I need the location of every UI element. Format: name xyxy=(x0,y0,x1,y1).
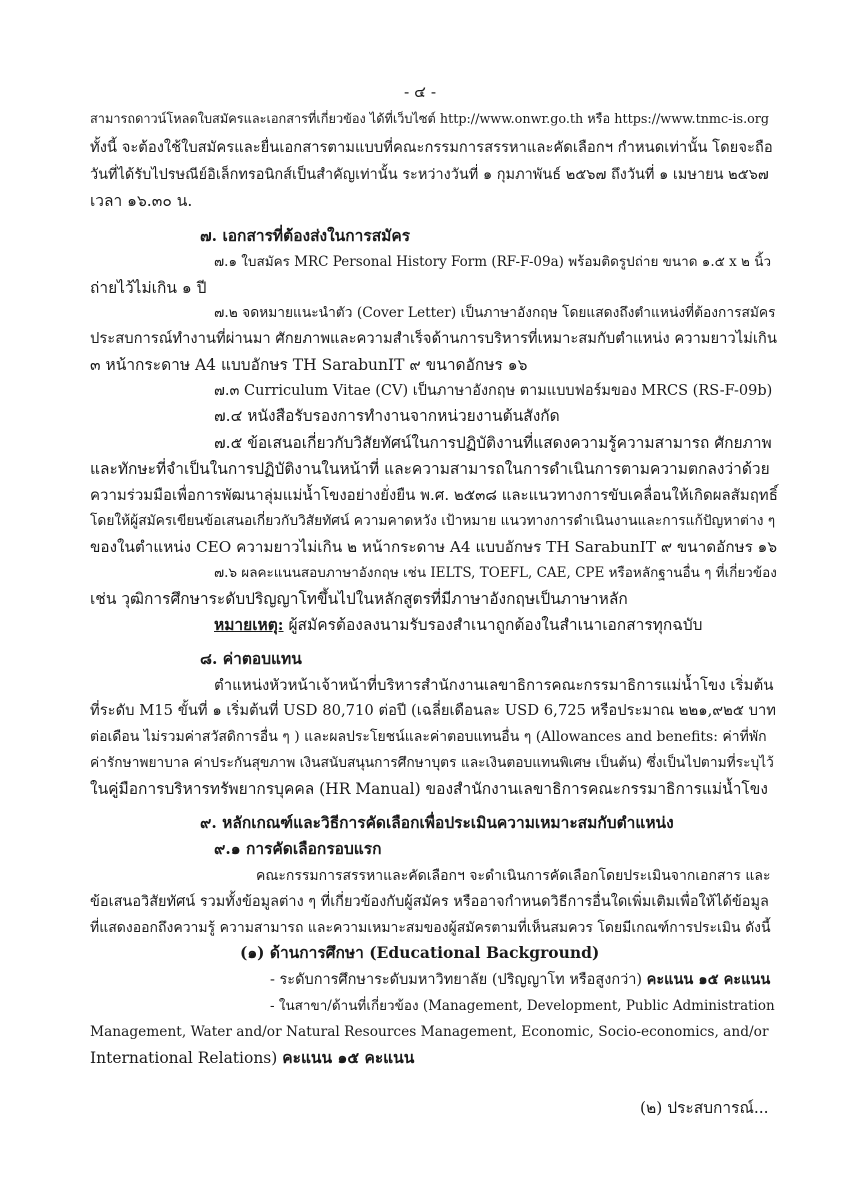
section-9-text: คณะกรรมการสรรหาและคัดเลือกฯ จะดำเนินการคัดเลือกโดยประเมินจากเอกสาร และ xyxy=(256,868,771,884)
section-7-item: ๗.๒ จดหมายแนะนำตัว (Cover Letter) เป็นภาษาอังกฤษ โดยแสดงถึงตำแหน่งที่ต้องการสมัคร xyxy=(214,305,776,321)
section-9-heading: ๙. หลักเกณฑ์และวิธีการคัดเลือกเพื่อประเมินความเหมาะสมกับตำแหน่ง xyxy=(200,813,674,832)
continuation-marker: (๒) ประสบการณ์... xyxy=(640,1099,769,1117)
section-8-text: ตำแหน่งหัวหน้าเจ้าหน้าที่บริหารสำนักงานเลขาธิการคณะกรรมาธิการแม่น้ำโขง เริ่มต้น xyxy=(214,676,774,694)
education-item-text: - ระดับการศึกษาระดับมหาวิทยาลัย (ปริญญาโท หรือสูงกว่า) xyxy=(270,972,647,988)
section-8-text: ค่ารักษาพยาบาล ค่าประกันสุขภาพ เงินสนับสนุนการศึกษาบุตร และเงินตอบแทนพิเศษ เป็นต้น) ซึ่งเป็นไปตามที่ระบุไว้ xyxy=(90,755,774,771)
section-7-item: เช่น วุฒิการศึกษาระดับปริญญาโทขึ้นไปในหลักสูตรที่มีภาษาอังกฤษเป็นภาษาหลัก xyxy=(90,590,628,608)
note-text: ผู้สมัครต้องลงนามรับรองสำเนาถูกต้องในสำเนาเอกสารทุกฉบับ xyxy=(283,616,703,634)
section-7-note xyxy=(214,615,703,635)
section-7-item: ของในตำแหน่ง CEO ความยาวไม่เกิน ๒ หน้ากระดาษ A4 แบบอักษร TH SarabunIT ๙ ขนาดอักษร ๑๖ xyxy=(90,538,778,556)
section-7-item: ๓ หน้ากระดาษ A4 แบบอักษร TH SarabunIT ๙ ขนาดอักษร ๑๖ xyxy=(90,356,528,374)
section-8-heading: ๘. ค่าตอบแทน xyxy=(200,649,302,668)
section-8-text: ต่อเดือน ไม่รวมค่าสวัสดิการอื่น ๆ ) และผลประโยชน์และค่าตอบแทนอื่น ๆ (Allowances and benefits: ค่าที่พัก xyxy=(90,729,767,745)
section-8-text: ที่ระดับ M15 ขั้นที่ ๑ เริ่มต้นที่ USD 80,710 ต่อปี (เฉลี่ยเดือนละ USD 6,725 หรือประมาณ ๒๒๑,๙๒๕ บาท xyxy=(90,702,777,719)
education-heading: (๑) ด้านการศึกษา (Educational Background) xyxy=(240,943,600,962)
section-7-heading: ๗. เอกสารที่ต้องส่งในการสมัคร xyxy=(200,226,411,245)
section-9-text: ข้อเสนอวิสัยทัศน์ รวมทั้งข้อมูลต่าง ๆ ที่เกี่ยวข้องกับผู้สมัคร หรืออาจกำหนดวิธีการอื่นใดเพิ่มเติมเพื่อให้ได้ข้อมูล xyxy=(90,894,769,910)
intro-line: ทั้งนี้ จะต้องใช้ใบสมัครและยื่นเอกสารตามแบบที่คณะกรรมการสรรหาและคัดเลือกฯ กำหนดเท่านั้น โดยจะถือ xyxy=(90,139,773,156)
note-label: หมายเหตุ: xyxy=(214,615,284,634)
section-7-item: ถ่ายไว้ไม่เกิน ๑ ปี xyxy=(90,279,207,297)
section-7-item: ๗.๕ ข้อเสนอเกี่ยวกับวิสัยทัศน์ในการปฏิบัติงานที่แสดงความรู้ความสามารถ ศักยภาพ xyxy=(214,434,772,452)
education-item: - ในสาขา/ด้านที่เกี่ยวข้อง (Management, Development, Public Administration xyxy=(270,998,775,1014)
intro-line: เวลา ๑๖.๓๐ น. xyxy=(90,192,193,210)
education-item: Management, Water and/or Natural Resources Management, Economic, Socio-economics, and/or xyxy=(90,1024,769,1040)
section-8-text: ในคู่มือการบริหารทรัพยากรบุคคล (HR Manual) ของสำนักงานเลขาธิการคณะกรรมาธิการแม่น้ำโขง xyxy=(90,780,768,798)
education-item xyxy=(90,1048,414,1068)
education-score: คะแนน ๑๕ คะแนน xyxy=(646,971,771,988)
section-7-item: ความร่วมมือเพื่อการพัฒนาลุ่มแม่น้ำโขงอย่างยั่งยืน พ.ศ. ๒๕๓๘ และแนวทางการขับเคลื่อนให้เกิดผลสัมฤทธิ์ xyxy=(90,486,778,504)
section-7-item: ๗.๔ หนังสือรับรองการทำงานจากหน่วยงานต้นสังกัด xyxy=(214,407,560,425)
intro-line: สามารถดาวน์โหลดใบสมัครและเอกสารที่เกี่ยวข้อง ได้ที่เว็บไซต์ http://www.onwr.go.th หรือ https://www.tnmc-is.org xyxy=(90,112,770,127)
section-7-item: ๗.๖ ผลคะแนนสอบภาษาอังกฤษ เช่น IELTS, TOEFL, CAE, CPE หรือหลักฐานอื่น ๆ ที่เกี่ยวข้อง xyxy=(214,565,777,581)
education-item-text: International Relations) xyxy=(90,1049,283,1067)
section-7-item: ๗.๓ Curriculum Vitae (CV) เป็นภาษาอังกฤษ ตามแบบฟอร์มของ MRCS (RS-F-09b) xyxy=(214,383,773,399)
section-7-item: โดยให้ผู้สมัครเขียนข้อเสนอเกี่ยวกับวิสัยทัศน์ ความคาดหวัง เป้าหมาย แนวทางการดำเนินงานและการแก้ปัญหาต่าง ๆ xyxy=(90,513,776,529)
page-number: - ๔ - xyxy=(404,83,437,101)
education-item xyxy=(270,970,770,990)
section-7-item: และทักษะที่จำเป็นในการปฏิบัติงานในหน้าที่ และความสามารถในการดำเนินการตามความตกลงว่าด้วย xyxy=(90,460,770,478)
section-9-text: ที่แสดงออกถึงความรู้ ความสามารถ และความเหมาะสมของผู้สมัครตามที่เห็นสมควร โดยมีเกณฑ์การประเมิน ดังนี้ xyxy=(90,920,771,936)
education-score: คะแนน ๑๕ คะแนน xyxy=(282,1048,415,1067)
section-7-item: ๗.๑ ใบสมัคร MRC Personal History Form (RF-F-09a) พร้อมติดรูปถ่าย ขนาด ๑.๕ x ๒ นิ้ว xyxy=(214,254,772,270)
section-7-item: ประสบการณ์ทำงานที่ผ่านมา ศักยภาพและความสำเร็จด้านการบริหารที่เหมาะสมกับตำแหน่ง ความยาวไม่เกิน xyxy=(90,330,777,347)
section-9-1-heading: ๙.๑ การคัดเลือกรอบแรก xyxy=(214,839,382,858)
intro-line: วันที่ได้รับไปรษณีย์อิเล็กทรอนิกส์เป็นสำคัญเท่านั้น ระหว่างวันที่ ๑ กุมภาพันธ์ ๒๕๖๗ ถึงวันที่ ๑ เมษายน ๒๕๖๗ xyxy=(90,167,769,183)
